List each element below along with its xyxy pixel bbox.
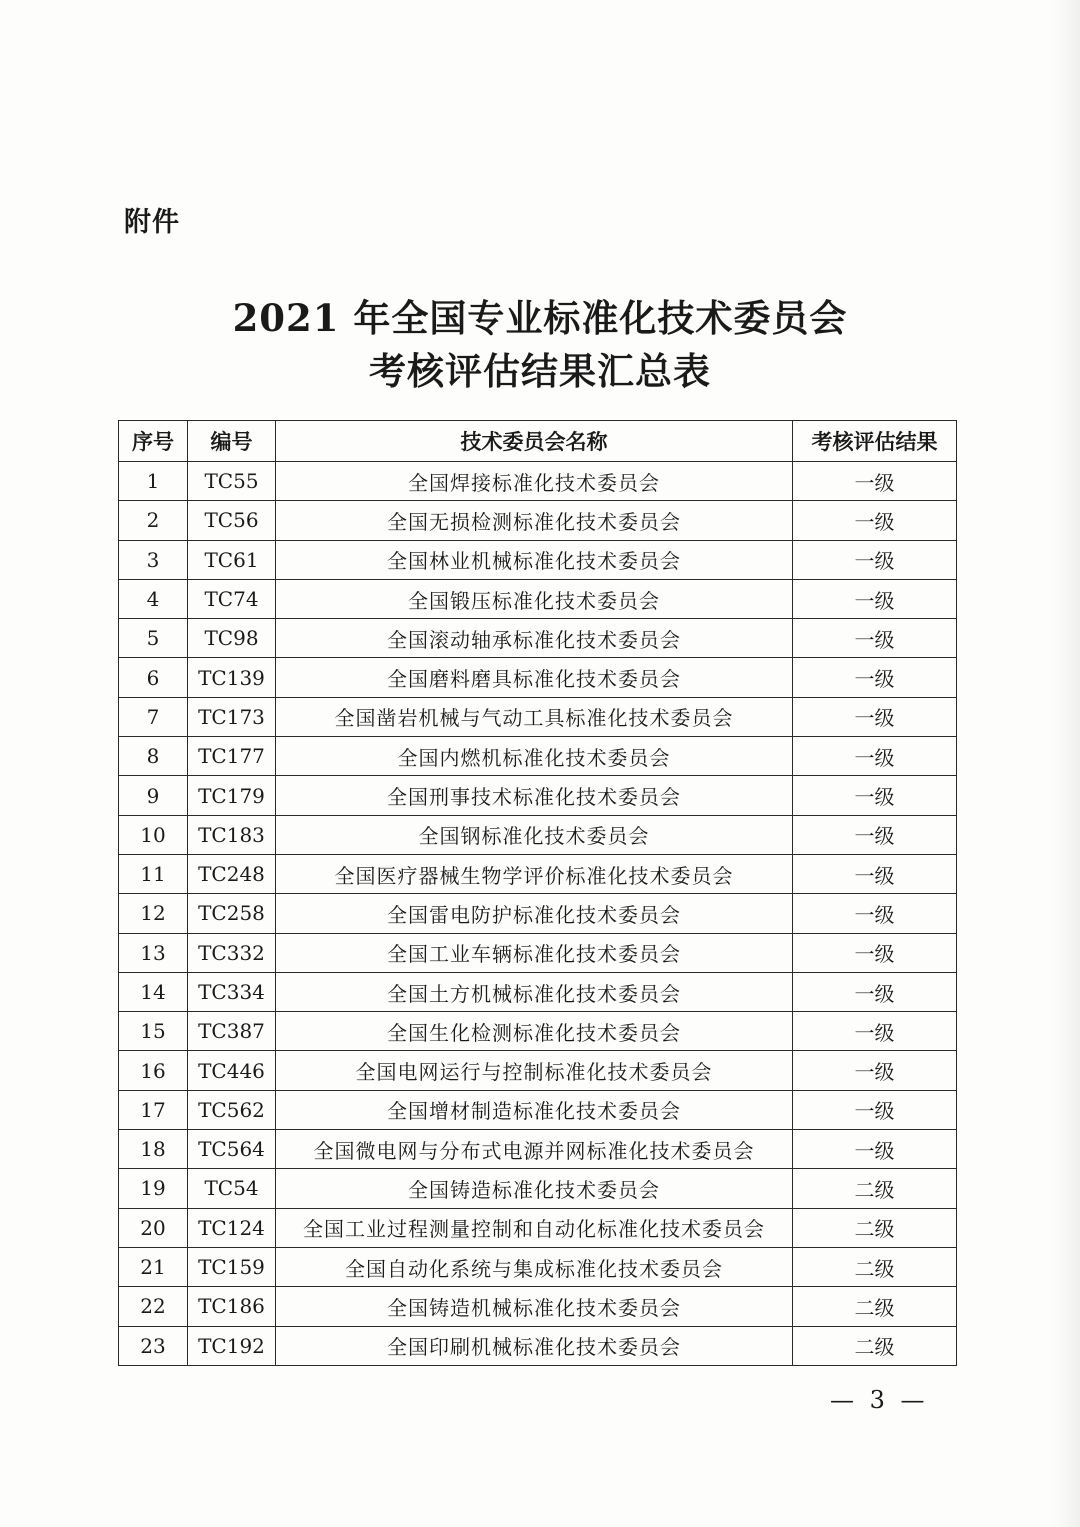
cell-result: 一级: [793, 854, 957, 893]
table-header-row: [119, 421, 957, 462]
cell-code: TC98: [188, 619, 276, 658]
table-row: [119, 1208, 957, 1247]
table-row: [119, 894, 957, 933]
cell-result: 一级: [793, 658, 957, 697]
cell-seq: 12: [119, 894, 188, 933]
cell-code: TC248: [188, 854, 276, 893]
cell-name: 全国微电网与分布式电源并网标准化技术委员会: [276, 1130, 793, 1169]
cell-name: 全国电网运行与控制标准化技术委员会: [276, 1051, 793, 1090]
cell-code: TC334: [188, 972, 276, 1011]
cell-code: TC54: [188, 1169, 276, 1208]
cell-seq: 9: [119, 776, 188, 815]
cell-seq: 13: [119, 933, 188, 972]
cell-result: 二级: [793, 1326, 957, 1365]
cell-code: TC192: [188, 1326, 276, 1365]
table-row: [119, 1051, 957, 1090]
cell-seq: 5: [119, 619, 188, 658]
table-row: [119, 776, 957, 815]
table-row: [119, 1326, 957, 1365]
cell-name: 全国磨料磨具标准化技术委员会: [276, 658, 793, 697]
table-row: [119, 619, 957, 658]
cell-result: 二级: [793, 1287, 957, 1326]
cell-result: 一级: [793, 1130, 957, 1169]
cell-code: TC159: [188, 1247, 276, 1286]
cell-result: 一级: [793, 972, 957, 1011]
cell-seq: 7: [119, 697, 188, 736]
cell-name: 全国锻压标准化技术委员会: [276, 579, 793, 618]
cell-result: 二级: [793, 1247, 957, 1286]
table-row: [119, 1169, 957, 1208]
cell-result: 一级: [793, 501, 957, 540]
cell-seq: 18: [119, 1130, 188, 1169]
cell-seq: 6: [119, 658, 188, 697]
cell-result: 一级: [793, 1012, 957, 1051]
cell-code: TC55: [188, 462, 276, 501]
cell-code: TC173: [188, 697, 276, 736]
table-row: [119, 579, 957, 618]
page-edge-shadow: [1052, 0, 1080, 1527]
table-row: [119, 1130, 957, 1169]
cell-code: TC139: [188, 658, 276, 697]
cell-name: 全国内燃机标准化技术委员会: [276, 737, 793, 776]
column-header-result: 考核评估结果: [793, 421, 957, 462]
column-header-code: 编号: [188, 421, 276, 462]
cell-code: TC183: [188, 815, 276, 854]
cell-seq: 16: [119, 1051, 188, 1090]
cell-result: 二级: [793, 1208, 957, 1247]
column-header-seq: 序号: [119, 421, 188, 462]
cell-seq: 8: [119, 737, 188, 776]
column-header-name: 技术委员会名称: [276, 421, 793, 462]
cell-seq: 3: [119, 540, 188, 579]
cell-result: 一级: [793, 697, 957, 736]
cell-name: 全国铸造机械标准化技术委员会: [276, 1287, 793, 1326]
cell-name: 全国钢标准化技术委员会: [276, 815, 793, 854]
cell-name: 全国雷电防护标准化技术委员会: [276, 894, 793, 933]
cell-seq: 15: [119, 1012, 188, 1051]
results-table: [118, 420, 957, 1366]
table-body: [119, 462, 957, 1366]
table-row: [119, 1287, 957, 1326]
cell-seq: 17: [119, 1090, 188, 1129]
cell-name: 全国刑事技术标准化技术委员会: [276, 776, 793, 815]
cell-result: 一级: [793, 1051, 957, 1090]
attachment-label: 附件: [124, 207, 180, 238]
table-row: [119, 737, 957, 776]
table-row: [119, 540, 957, 579]
cell-seq: 1: [119, 462, 188, 501]
cell-name: 全国自动化系统与集成标准化技术委员会: [276, 1247, 793, 1286]
cell-result: 一级: [793, 619, 957, 658]
cell-seq: 19: [119, 1169, 188, 1208]
cell-code: TC74: [188, 579, 276, 618]
cell-result: 一级: [793, 894, 957, 933]
cell-code: TC562: [188, 1090, 276, 1129]
cell-seq: 11: [119, 854, 188, 893]
cell-code: TC332: [188, 933, 276, 972]
cell-seq: 23: [119, 1326, 188, 1365]
table-row: [119, 462, 957, 501]
cell-result: 一级: [793, 815, 957, 854]
table-row: [119, 972, 957, 1011]
cell-result: 一级: [793, 579, 957, 618]
cell-result: 一级: [793, 933, 957, 972]
cell-name: 全国凿岩机械与气动工具标准化技术委员会: [276, 697, 793, 736]
cell-seq: 21: [119, 1247, 188, 1286]
document-title-line-1: 2021 年全国专业标准化技术委员会: [232, 296, 848, 340]
table-row: [119, 1090, 957, 1129]
cell-name: 全国医疗器械生物学评价标准化技术委员会: [276, 854, 793, 893]
table-row: [119, 501, 957, 540]
cell-name: 全国滚动轴承标准化技术委员会: [276, 619, 793, 658]
table-row: [119, 933, 957, 972]
cell-code: TC186: [188, 1287, 276, 1326]
cell-result: 一级: [793, 462, 957, 501]
cell-result: 一级: [793, 540, 957, 579]
cell-result: 一级: [793, 737, 957, 776]
cell-code: TC56: [188, 501, 276, 540]
table-row: [119, 1012, 957, 1051]
cell-name: 全国无损检测标准化技术委员会: [276, 501, 793, 540]
cell-name: 全国工业过程测量控制和自动化标准化技术委员会: [276, 1208, 793, 1247]
cell-name: 全国土方机械标准化技术委员会: [276, 972, 793, 1011]
table-row: [119, 854, 957, 893]
cell-name: 全国焊接标准化技术委员会: [276, 462, 793, 501]
cell-code: TC446: [188, 1051, 276, 1090]
cell-result: 一级: [793, 1090, 957, 1129]
cell-name: 全国铸造标准化技术委员会: [276, 1169, 793, 1208]
cell-code: TC387: [188, 1012, 276, 1051]
table-row: [119, 697, 957, 736]
cell-result: 二级: [793, 1169, 957, 1208]
cell-seq: 22: [119, 1287, 188, 1326]
cell-seq: 20: [119, 1208, 188, 1247]
cell-code: TC258: [188, 894, 276, 933]
cell-name: 全国林业机械标准化技术委员会: [276, 540, 793, 579]
cell-seq: 10: [119, 815, 188, 854]
cell-seq: 4: [119, 579, 188, 618]
table-row: [119, 1247, 957, 1286]
cell-name: 全国印刷机械标准化技术委员会: [276, 1326, 793, 1365]
cell-result: 一级: [793, 776, 957, 815]
cell-seq: 14: [119, 972, 188, 1011]
cell-code: TC564: [188, 1130, 276, 1169]
table-row: [119, 658, 957, 697]
cell-name: 全国工业车辆标准化技术委员会: [276, 933, 793, 972]
cell-name: 全国增材制造标准化技术委员会: [276, 1090, 793, 1129]
cell-code: TC177: [188, 737, 276, 776]
cell-name: 全国生化检测标准化技术委员会: [276, 1012, 793, 1051]
page-number: — 3 —: [830, 1386, 929, 1414]
document-title-line-2: 考核评估结果汇总表: [369, 349, 711, 393]
table-row: [119, 815, 957, 854]
cell-code: TC124: [188, 1208, 276, 1247]
cell-code: TC179: [188, 776, 276, 815]
cell-seq: 2: [119, 501, 188, 540]
cell-code: TC61: [188, 540, 276, 579]
